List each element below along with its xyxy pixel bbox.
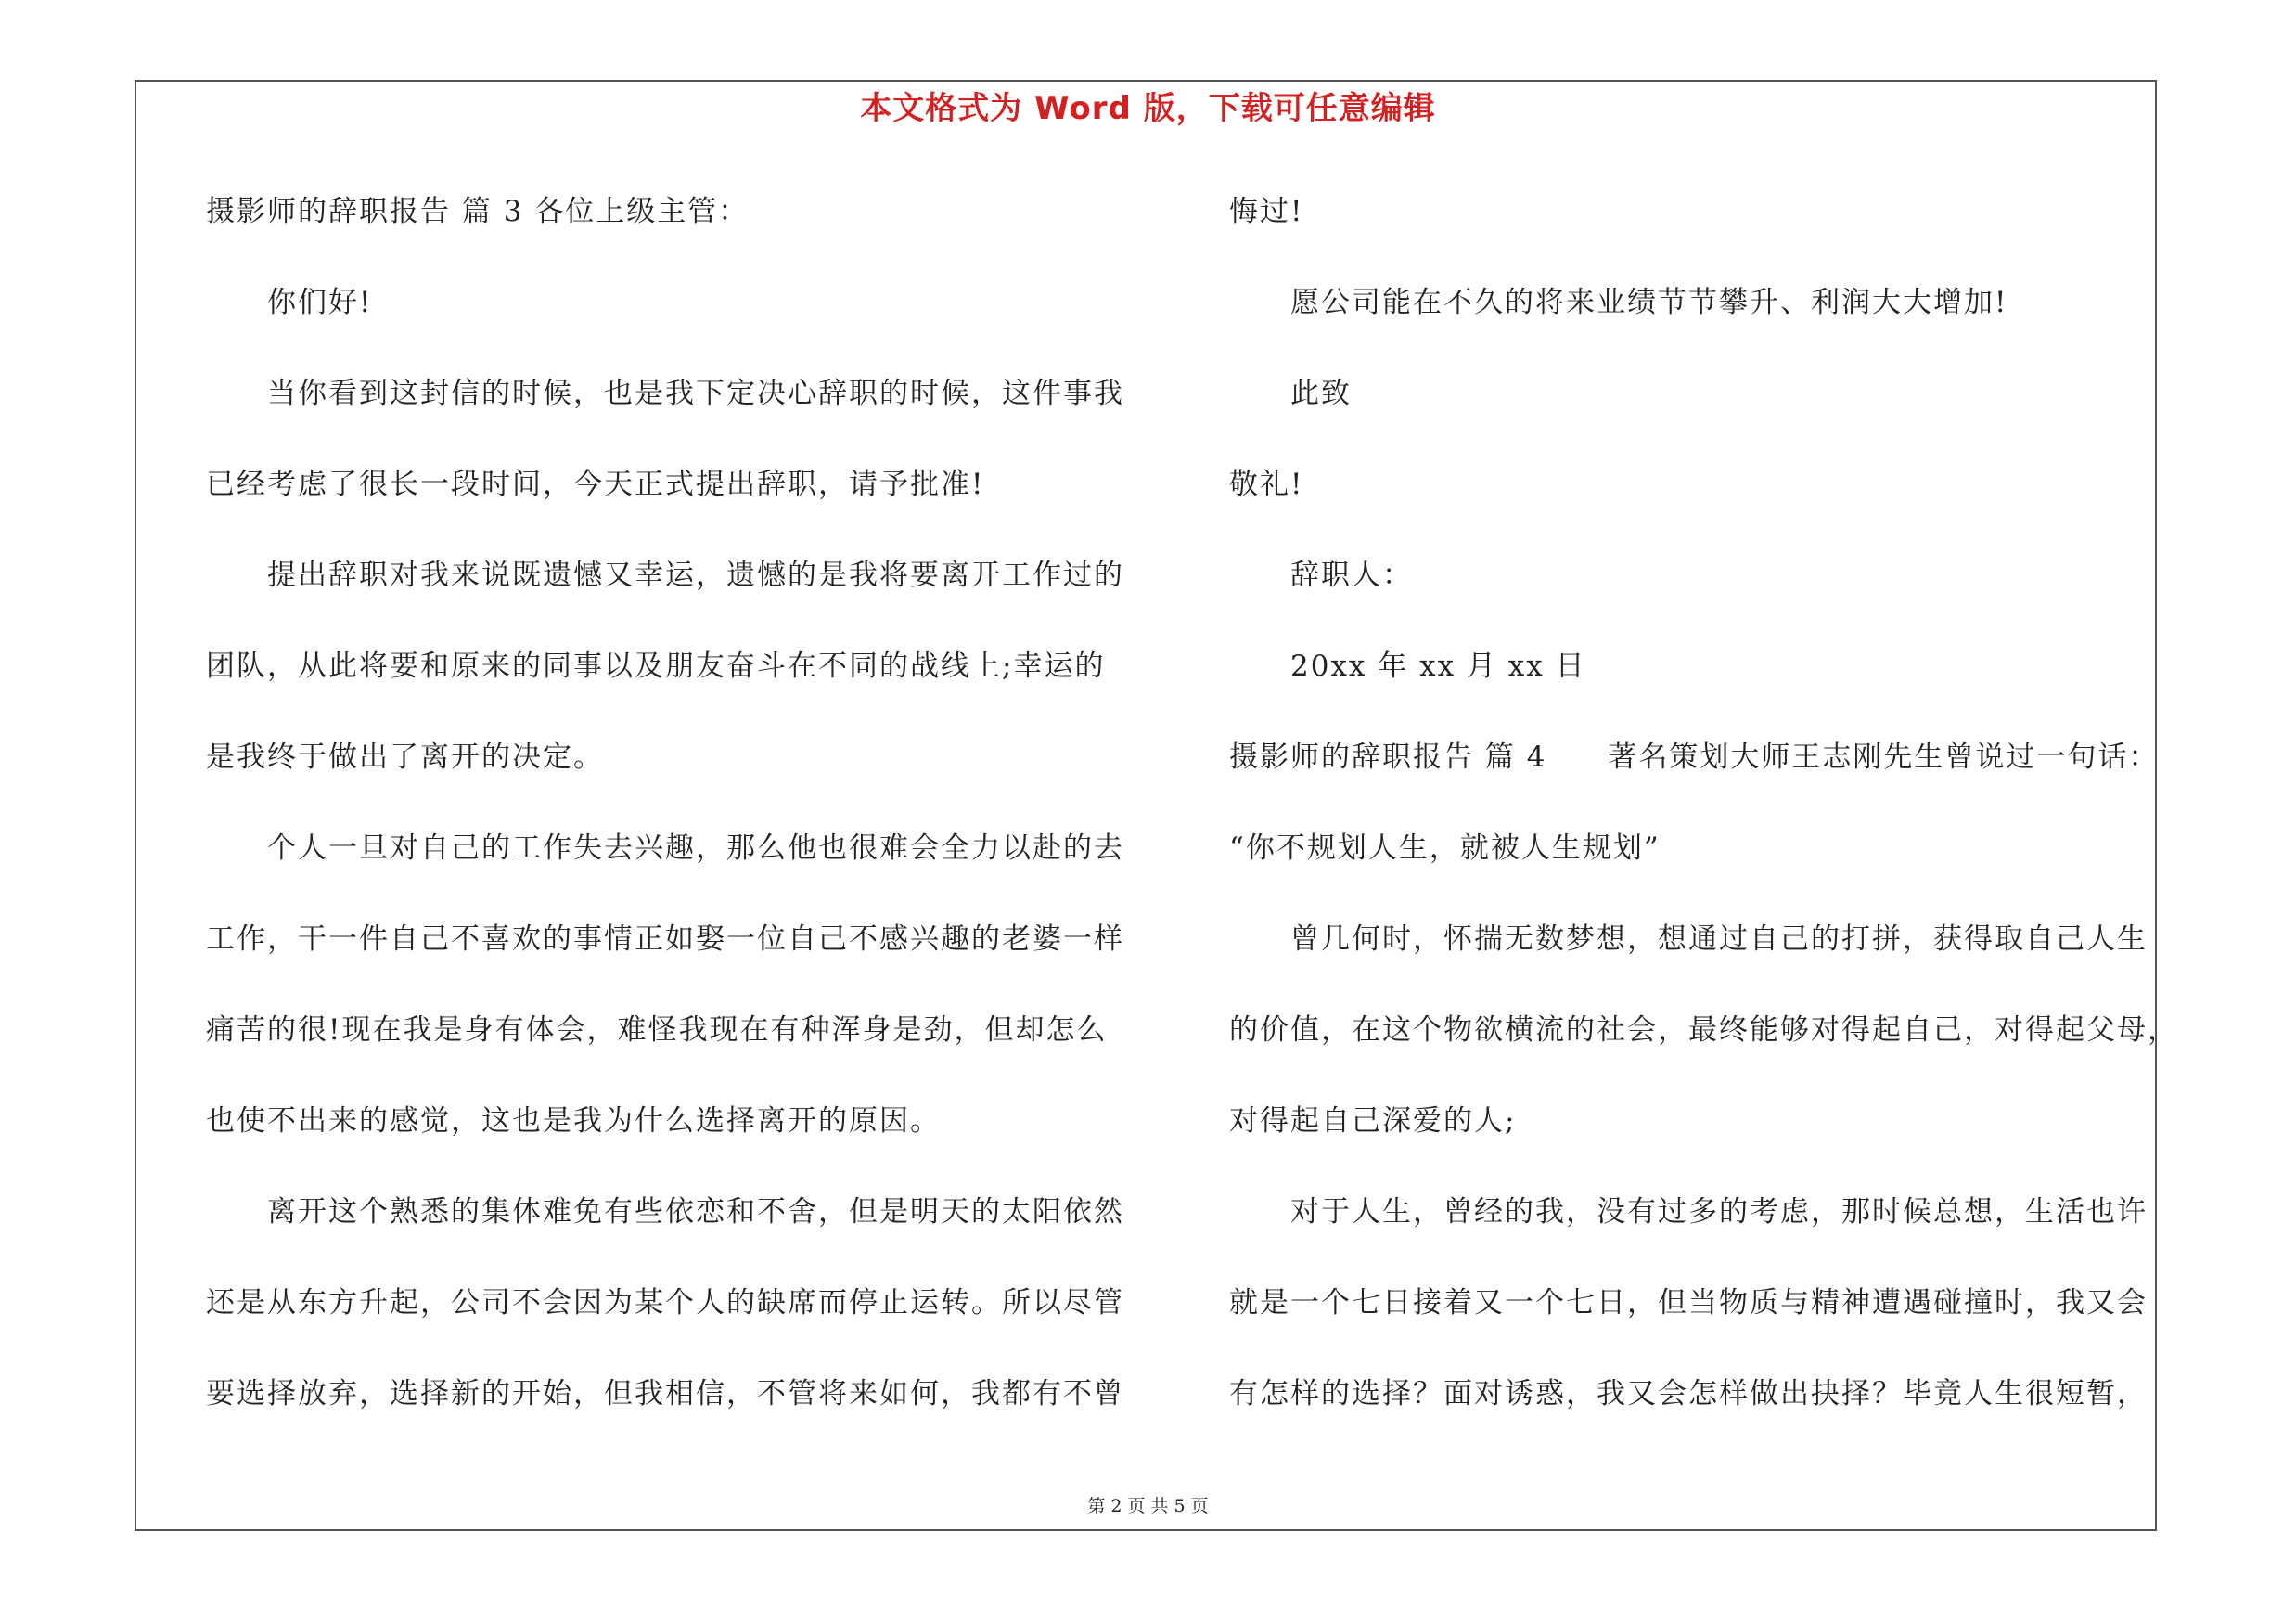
text-line: 工作，干一件自己不喜欢的事情正如娶一位自己不感兴趣的老婆一样	[206, 922, 1124, 956]
text-line: 敬礼!	[1229, 468, 1304, 501]
text-line: 要选择放弃，选择新的开始，但我相信，不管将来如何，我都有不曾	[206, 1377, 1124, 1410]
right-column	[1229, 184, 2178, 1457]
text-line: 提出辞职对我来说既遗憾又幸运，遗憾的是我将要离开工作过的	[267, 559, 1124, 592]
page-number: 第 2 页 共 5 页	[1087, 1496, 1209, 1516]
text-line: 辞职人：	[1290, 559, 1413, 592]
text-line: 摄影师的辞职报告 篇 3 各位上级主管：	[206, 195, 750, 228]
text-line: 摄影师的辞职报告 篇 4 著名策划大师王志刚先生曾说过一句话：	[1229, 741, 2160, 774]
text-line: 愿公司能在不久的将来业绩节节攀升、利润大大增加!	[1290, 286, 2008, 319]
text-line: 离开这个熟悉的集体难免有些依恋和不舍，但是明天的太阳依然	[267, 1195, 1124, 1229]
left-column	[206, 184, 1134, 1457]
text-line: 对得起自己深爱的人;	[1229, 1104, 1517, 1138]
text-line: 此致	[1290, 377, 1352, 410]
text-line: 当你看到这封信的时候，也是我下定决心辞职的时候，这件事我	[267, 377, 1124, 410]
format-banner: 本文格式为 Word 版，下载可任意编辑	[860, 90, 1436, 127]
text-line: 有怎样的选择？面对诱惑，我又会怎样做出抉择？毕竟人生很短暂，	[1229, 1377, 2148, 1410]
text-line: 还是从东方升起，公司不会因为某个人的缺席而停止运转。所以尽管	[206, 1286, 1124, 1320]
text-line: 个人一旦对自己的工作失去兴趣，那么他也很难会全力以赴的去	[267, 831, 1124, 865]
text-line: 也使不出来的感觉，这也是我为什么选择离开的原因。	[206, 1104, 941, 1138]
text-line: 对于人生，曾经的我，没有过多的考虑，那时候总想，生活也许	[1290, 1195, 2148, 1229]
text-line: 已经考虑了很长一段时间，今天正式提出辞职，请予批准!	[206, 468, 985, 501]
text-line: “你不规划人生，就被人生规划”	[1229, 831, 1661, 865]
text-line: 曾几何时，怀揣无数梦想，想通过自己的打拼，获得取自己人生	[1290, 922, 2148, 956]
text-line: 痛苦的很!现在我是身有体会，难怪我现在有种浑身是劲，但却怎么	[206, 1013, 1108, 1047]
text-line: 团队，从此将要和原来的同事以及朋友奋斗在不同的战线上;幸运的	[206, 650, 1106, 683]
text-line: 你们好!	[267, 286, 373, 319]
text-line: 悔过!	[1229, 195, 1304, 228]
text-line: 就是一个七日接着又一个七日，但当物质与精神遭遇碰撞时，我又会	[1229, 1286, 2148, 1320]
text-line: 20xx 年 xx 月 xx 日	[1290, 650, 1586, 683]
text-line: 是我终于做出了离开的决定。	[206, 741, 604, 774]
text-line: 的价值，在这个物欲横流的社会，最终能够对得起自己，对得起父母，	[1229, 1013, 2178, 1047]
